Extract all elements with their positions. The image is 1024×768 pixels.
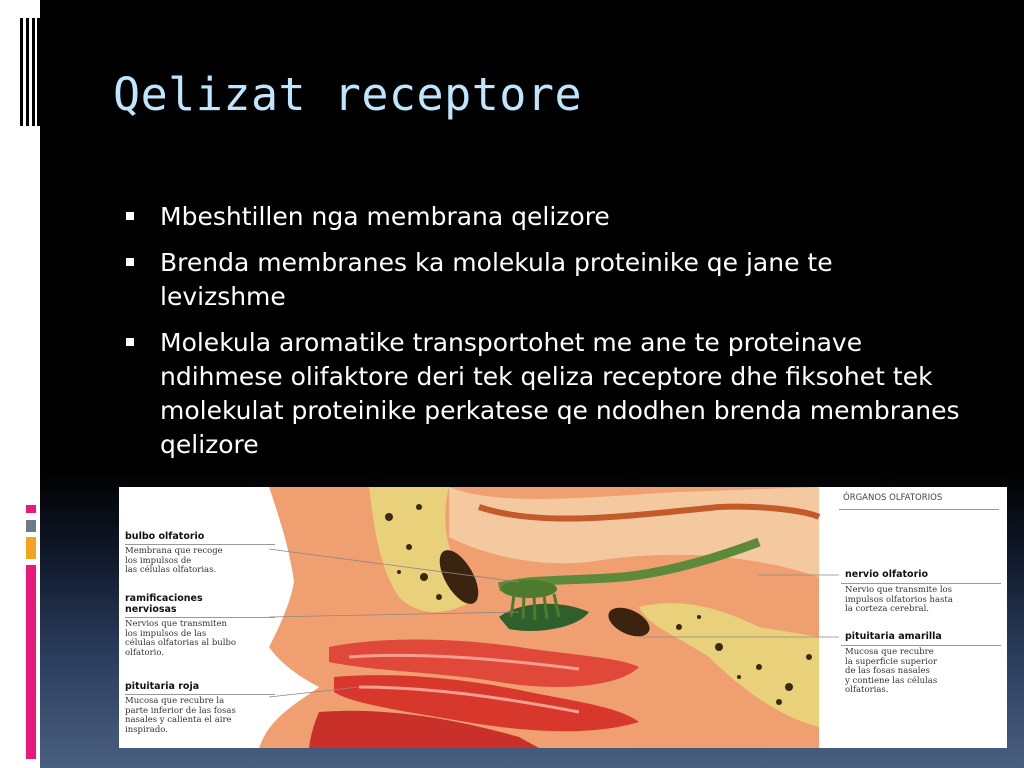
bullet-item <box>120 246 960 314</box>
label-desc-pituitaria-roja: Mucosa que recubre la parte inferior de las fosas nasales y calienta el aire inspirado. <box>125 696 236 735</box>
label-title-nervio: nervio olfatorio <box>845 569 929 580</box>
label-title-bulbo: bulbo olfatorio <box>125 531 205 542</box>
label-desc-pituitaria-amarilla: Mucosa que recubre la superficie superior de las fosas nasales y contiene las células olfatorias. <box>845 647 938 695</box>
label-desc-bulbo: Membrana que recoge los impulsos de las células olfatorias. <box>125 546 223 575</box>
label-title-pituitaria-amarilla: pituitaria amarilla <box>845 631 942 642</box>
header-rule <box>839 509 999 510</box>
bullet-square-icon <box>126 338 134 346</box>
bullet-text: Brenda membranes ka molekula proteinike qe jane te levizshme <box>160 248 833 311</box>
slide-title: Qelizat receptore <box>113 68 583 121</box>
label-desc-ramificaciones: Nervios que transmiten los impulsos de las células olfatorias al bulbo olfatorio. <box>125 619 237 658</box>
label-desc-nervio: Nervio que transmite los impulsos olfatorios hasta la corteza cerebral. <box>845 585 953 614</box>
bullet-list <box>120 200 960 474</box>
decorative-stripes-bottom <box>26 505 40 760</box>
label-rule <box>125 544 275 545</box>
label-rule <box>125 694 275 695</box>
olfactory-organs-illustration <box>119 487 1007 748</box>
bullet-square-icon <box>126 212 134 220</box>
decorative-stripes-top <box>20 18 40 126</box>
label-rule <box>841 583 1001 584</box>
label-rule <box>125 617 275 618</box>
label-title-ramificaciones: ramificaciones nerviosas <box>125 593 203 615</box>
label-rule <box>841 645 1001 646</box>
label-title-pituitaria-roja: pituitaria roja <box>125 681 200 692</box>
bullet-text: Molekula aromatike transportohet me ane te proteinave ndihmese olifaktore deri tek qeliza receptore dhe fiksohet tek molekulat proteinike perkatese qe ndodhen brenda membranes qelizore <box>160 328 960 459</box>
bullet-item <box>120 326 960 462</box>
bullet-square-icon <box>126 258 134 266</box>
bullet-text: Mbeshtillen nga membrana qelizore <box>160 202 610 231</box>
bullet-item <box>120 200 960 234</box>
figure-header: ÓRGANOS OLFATORIOS <box>843 493 943 503</box>
